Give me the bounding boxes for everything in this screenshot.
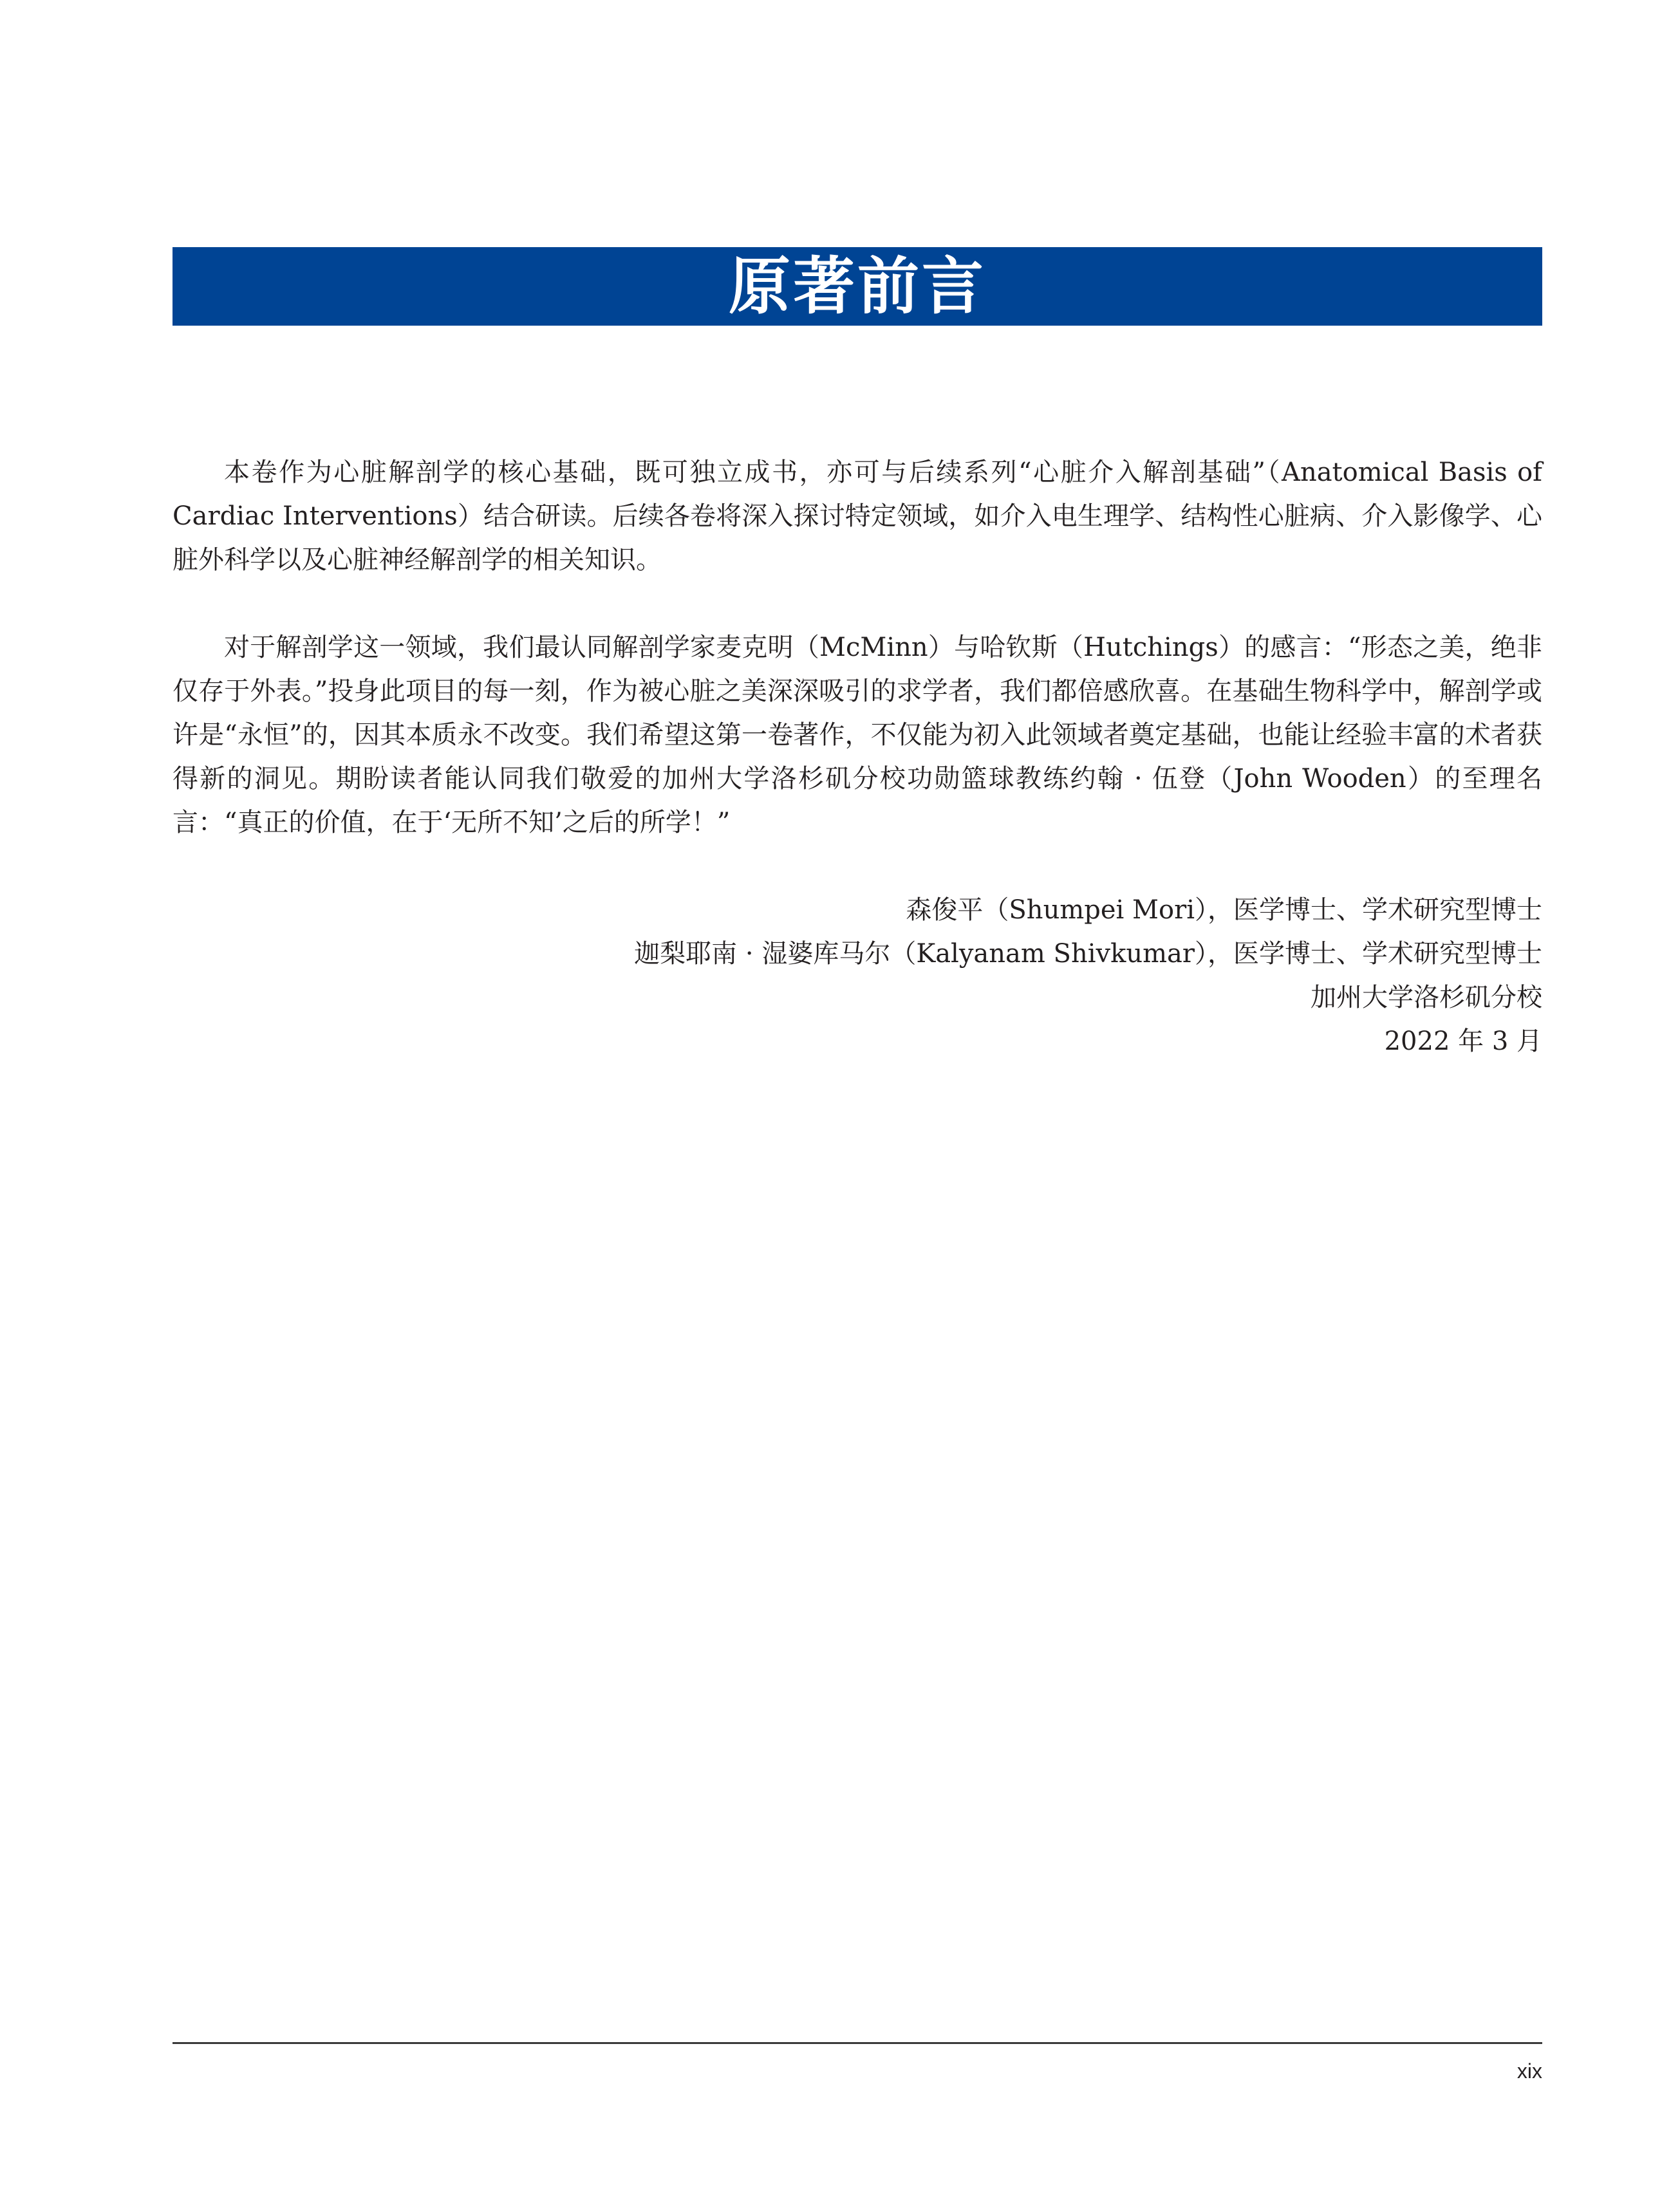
signature-block — [173, 888, 1542, 1063]
signature-date: 2022 年 3 月 — [1384, 1027, 1542, 1056]
signature-author-1: 森俊平（Shumpei Mori），医学博士、学术研究型博士 — [906, 895, 1542, 925]
page-title: 原著前言 — [729, 250, 986, 322]
signature-author-2: 迦梨耶南 · 湿婆库马尔（Kalyanam Shivkumar），医学博士、学术研究型博士 — [634, 939, 1542, 969]
signature-institution: 加州大学洛杉矶分校 — [1311, 983, 1542, 1012]
chapter-title-bar — [173, 247, 1542, 326]
page-number: xix — [1517, 2059, 1542, 2083]
preface-body — [173, 451, 1542, 1063]
footer-divider — [173, 2042, 1542, 2044]
paragraph-1: 本卷作为心脏解剖学的核心基础，既可独立成书，亦可与后续系列“心脏介入解剖基础”（Anatomical Basis of Cardiac Interventions）结合研读。后续各卷将深入探讨特定领域，如介入电生理学、结构性心脏病、介入影像学、心脏外科学以及心脏神经解剖学的相关知识。 — [173, 458, 1542, 575]
paragraph-2: 对于解剖学这一领域，我们最认同解剖学家麦克明（McMinn）与哈钦斯（Hutchings）的感言：“形态之美，绝非仅存于外表。”投身此项目的每一刻，作为被心脏之美深深吸引的求学者，我们都倍感欣喜。在基础生物科学中，解剖学或许是“永恒”的，因其本质永不改变。我们希望这第一卷著作，不仅能为初入此领域者奠定基础，也能让经验丰富的术者获得新的洞见。期盼读者能认同我们敬爱的加州大学洛杉矶分校功勋篮球教练约翰 · 伍登（John Wooden）的至理名言：“真正的价值，在于‘无所不知’之后的所学！” — [173, 633, 1542, 837]
